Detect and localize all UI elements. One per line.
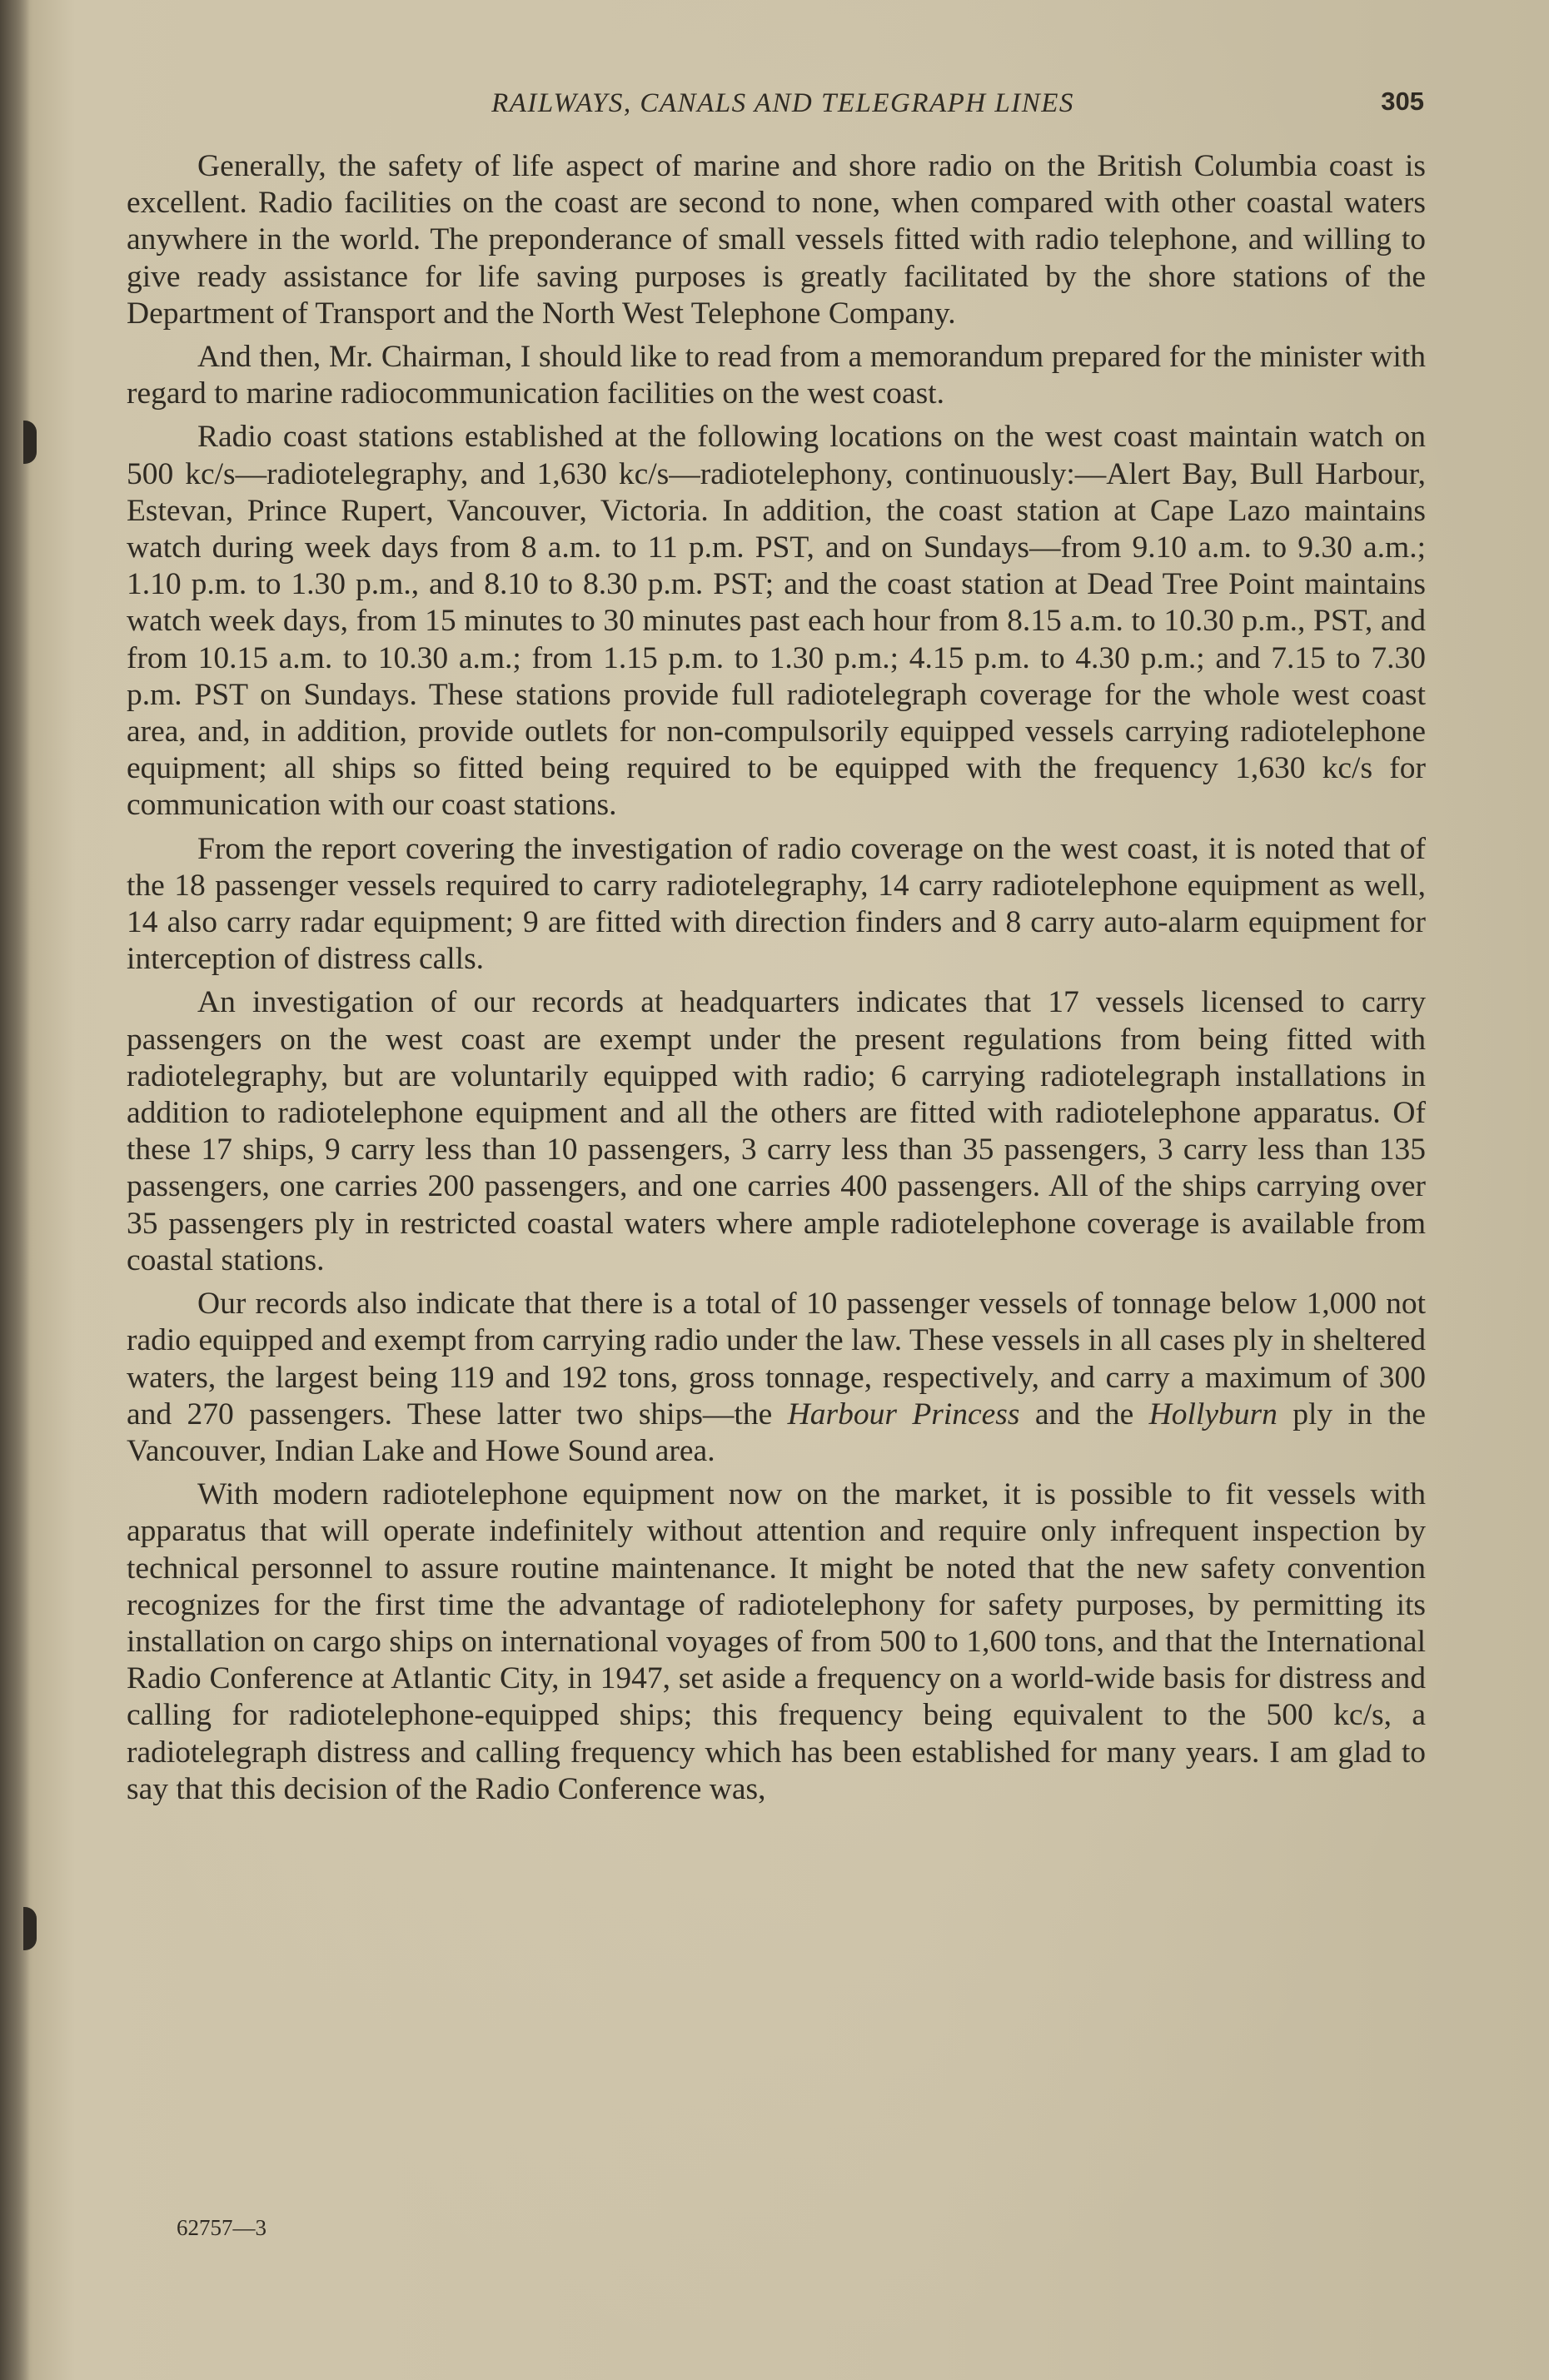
book-binding-shadow <box>0 0 30 2380</box>
paragraph: And then, Mr. Chairman, I should like to read from a memorandum prepared for the minister with regard to marine radiocommunication facilities on the west coast. <box>127 340 1426 411</box>
paragraph: Radio coast stations established at the following locations on the west coast maintain watch on 500 kc/s—radiotelegraphy, and 1,630 kc/s—radiotelephony, continuously:—Alert Bay, Bull Harbour, Estevan, Prince Rupert, Vancouver, Victoria. In addition, the coast station at Cape Lazo maintains watch during week days from 8 a.m. to 11 p.m. PST, and on Sundays—from 9.10 a.m. to 9.30 a.m.; 1.10 p.m. to 1.30 p.m., and 8.10 to 8.30 p.m. PST; and the coast station at Dead Tree Point maintains watch week days, from 15 minutes to 30 minutes past each hour from 8.15 a.m. to 10.30 p.m., PST, and from 10.15 a.m. to 10.30 a.m.; from 1.15 p.m. to 1.30 p.m.; 4.15 p.m. to 4.30 p.m.; and 7.15 to 7.30 p.m. PST on Sundays. These stations provide full radiotelegraph coverage for the whole west coast area, and, in addition, provide outlets for non-compulsorily equipped vessels carrying radiotelephone equipment; all ships so fitted being required to be equipped with the frequency 1,630 kc/s for communication with our coast stations. <box>127 420 1426 823</box>
paragraph-text: ply in the Vancouver, Indian Lake and Howe Sound area. <box>127 1397 1426 1468</box>
paragraph <box>127 1286 1426 1470</box>
body-text <box>127 148 1426 1815</box>
paragraph: With modern radiotelephone equipment now on the market, it is possible to fit vessels with apparatus that will operate indefinitely without attention and require only infrequent inspection by technical personnel to assure routine maintenance. It might be noted that the new safety convention recognizes for the first time the advantage of radiotelephony for safety purposes, by permitting its installation on cargo ships on international voyages of from 500 to 1,600 tons, and that the International Radio Conference at Atlantic City, in 1947, set aside a frequency on a world-wide basis for distress and calling for radiotelephone-equipped ships; this frequency being equivalent to the 500 kc/s, a radiotelegraph distress and calling frequency which has been established for many years. I am glad to say that this decision of the Radio Conference was, <box>127 1477 1426 1806</box>
running-head <box>133 88 1432 128</box>
paragraph: From the report covering the investigation of radio coverage on the west coast, it is noted that of the 18 passenger vessels required to carry radiotelegraphy, 14 carry radiotelephone equipment as well, 14 also carry radar equipment; 9 are fitted with direction finders and 8 carry auto-alarm equipment for interception of distress calls. <box>127 831 1426 977</box>
paragraph-text: Our records also indicate that there is a total of 10 passenger vessels of tonnage below 1,000 not radio equipped and exempt from carrying radio under the law. These vessels in all cases ply in sheltered waters, the largest being 119 and 192 tons, gross tonnage, respectively, and carry a maximum of 300 and 270 passengers. These latter two ships—the <box>127 1287 1426 1431</box>
paragraph: Generally, the safety of life aspect of marine and shore radio on the British Columbia coast is excellent. Radio facilities on the coast are second to none, when compared with other coastal waters anywhere in the world. The preponderance of small vessels fitted with radio telephone, and willing to give ready assistance for life saving purposes is greatly facilitated by the shore stations of the Department of Transport and the North West Telephone Company. <box>127 149 1426 331</box>
ship-name: Hollyburn <box>1148 1397 1278 1431</box>
binding-thread-mark <box>23 1907 37 1950</box>
paragraph-text: and the <box>1019 1397 1149 1431</box>
print-code: 62757—3 <box>177 2215 266 2240</box>
paragraph: An investigation of our records at headquarters indicates that 17 vessels licensed to carry passengers on the west coast are exempt under the present regulations from being fitted with radiotelegraphy, but are voluntarily equipped with radio; 6 carrying radiotelegraph installations in addition to radiotelephone equipment and all the others are fitted with radiotelephone apparatus. Of these 17 ships, 9 carry less than 10 passengers, 3 carry less than 35 passengers, 3 carry less than 135 passengers, one carries 200 passengers, and one carries 400 passengers. All of the ships carrying over 35 passengers ply in restricted coastal waters where ample radiotelephone coverage is available from coastal stations. <box>127 985 1426 1277</box>
binding-thread-mark <box>23 421 37 464</box>
page-number: 305 <box>1381 87 1424 116</box>
ship-name: Harbour Princess <box>787 1397 1020 1431</box>
running-title: RAILWAYS, CANALS AND TELEGRAPH LINES <box>491 88 1074 118</box>
